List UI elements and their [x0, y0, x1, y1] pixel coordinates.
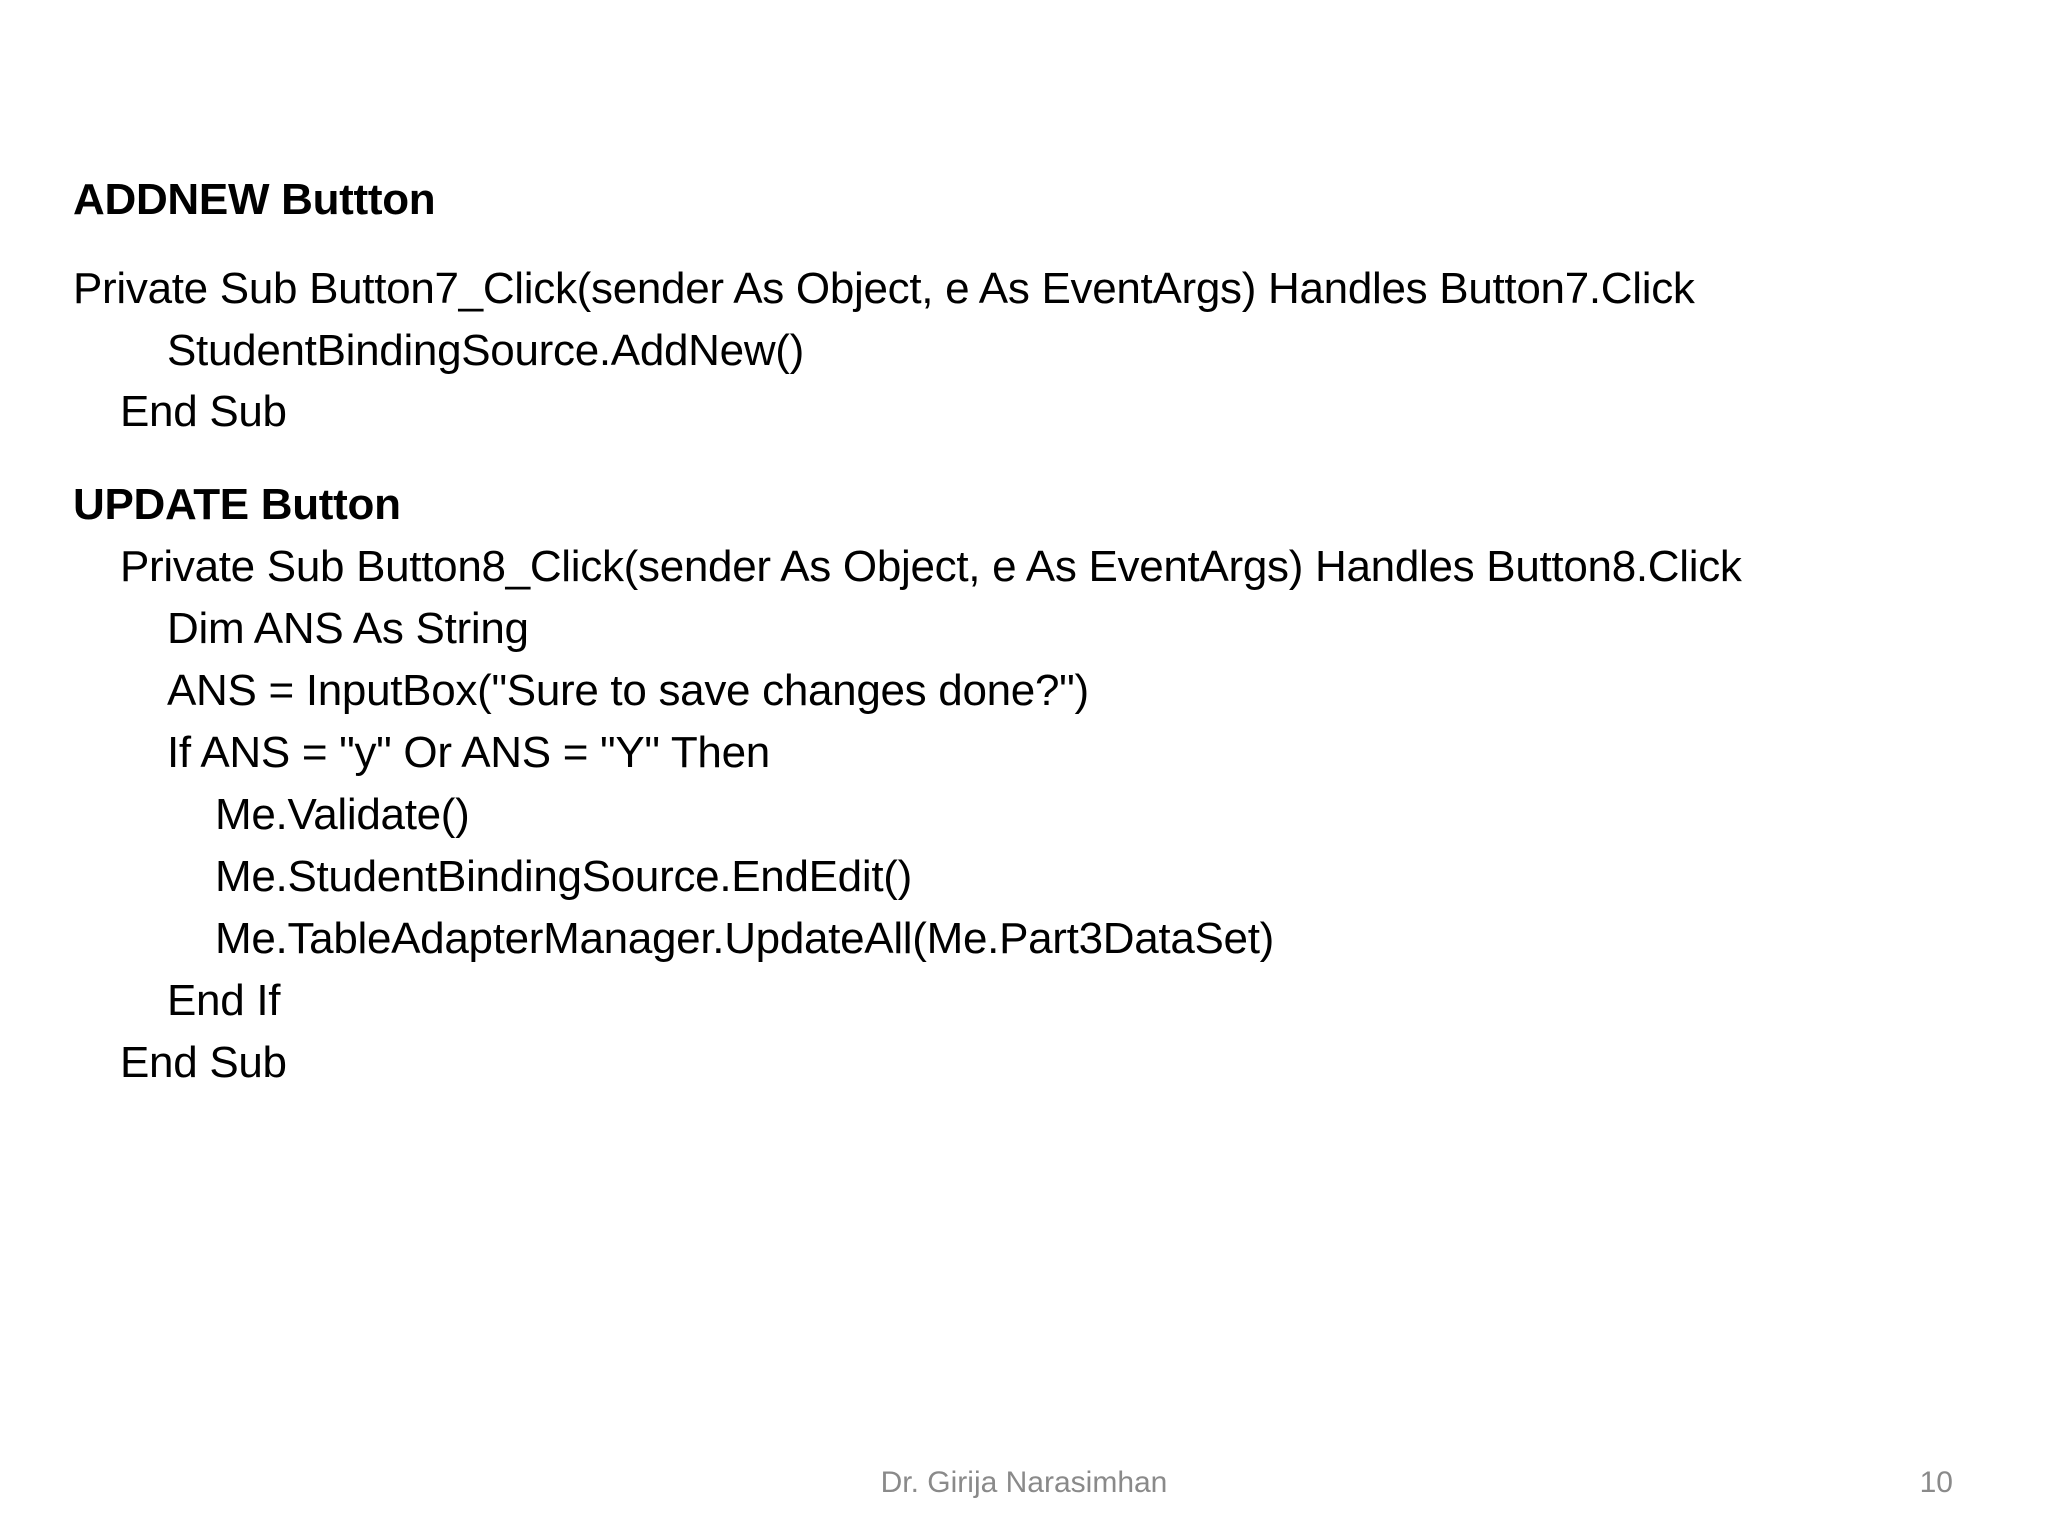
addnew-heading: ADDNEW Buttton — [73, 175, 436, 224]
code-line: Private Sub Button7_Click(sender As Object, e As EventArgs) Handles Button7.Click — [73, 264, 1695, 313]
code-line: Me.TableAdapterManager.UpdateAll(Me.Part3DataSet) — [215, 914, 1274, 963]
code-line: ANS = InputBox("Sure to save changes done?") — [167, 666, 1089, 715]
footer-author: Dr. Girija Narasimhan — [880, 1466, 1168, 1499]
code-line: End If — [167, 976, 281, 1025]
code-line: Dim ANS As String — [167, 604, 529, 653]
code-line: If ANS = "y" Or ANS = "Y" Then — [167, 728, 770, 777]
code-line: StudentBindingSource.AddNew() — [167, 326, 805, 375]
code-line: End Sub — [120, 1038, 287, 1087]
code-line: Me.StudentBindingSource.EndEdit() — [215, 852, 912, 901]
code-line: Private Sub Button8_Click(sender As Object, e As EventArgs) Handles Button8.Click — [120, 542, 1742, 591]
code-line: End Sub — [120, 387, 287, 436]
page-number: 10 — [1919, 1466, 1953, 1499]
code-line: Me.Validate() — [215, 790, 470, 839]
update-heading: UPDATE Button — [73, 480, 401, 529]
